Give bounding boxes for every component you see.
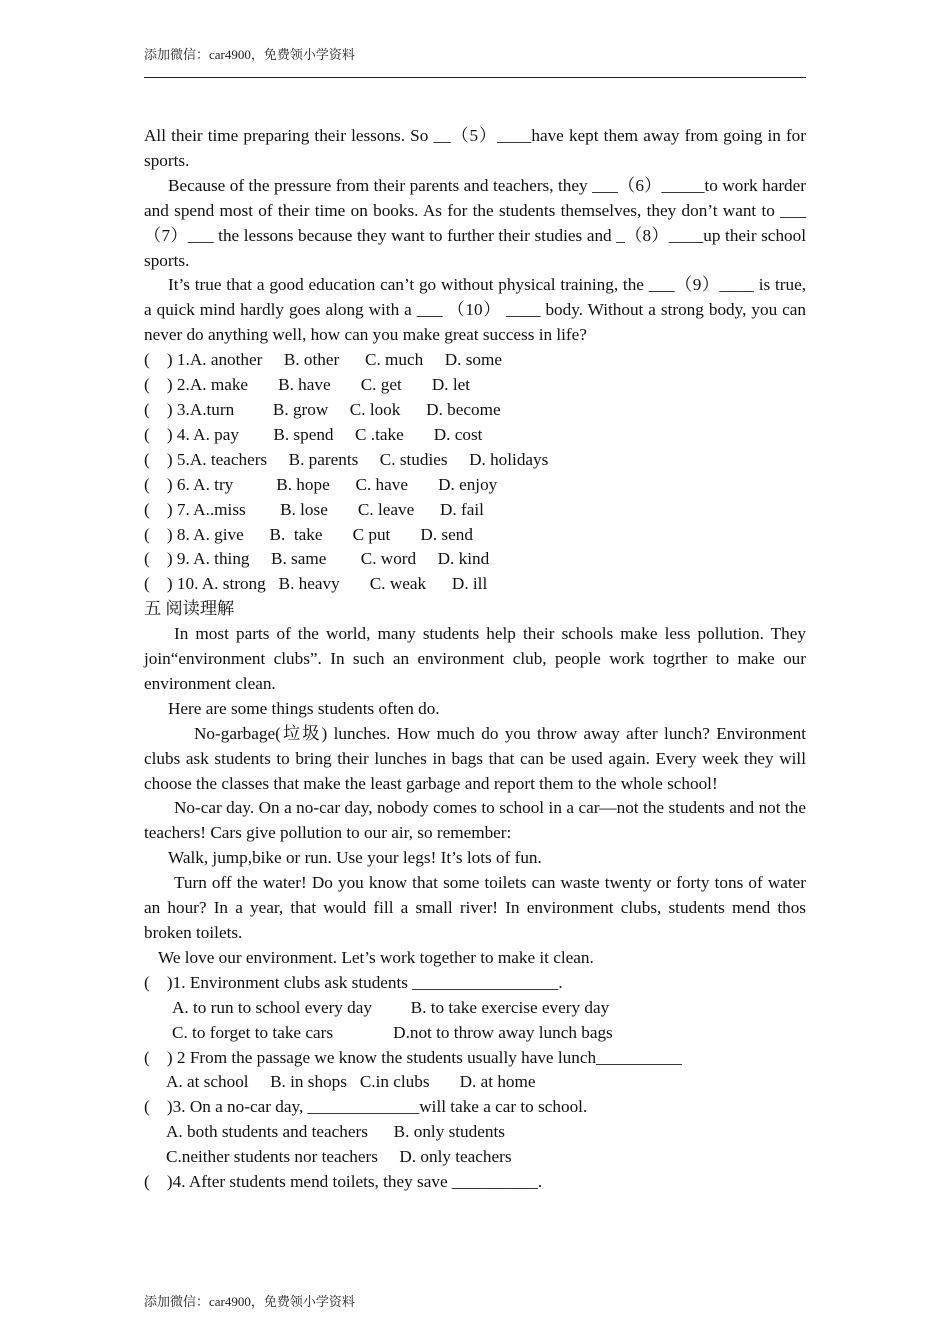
answer-options: A. to run to school every day B. to take exercise every day [172,997,610,1017]
cloze-question: ( ) 5.A. teachers B. parents C. studies D. holidays [144,449,549,469]
reading-paragraph: Turn off the water! Do you know that some toilets can waste twenty or forty tons of water an hour? In a year, that would fill a small river! In environment clubs, students mend thos broken toilets. [144,873,806,942]
section-title: 五 阅读理解 [144,599,235,619]
reading-paragraph: Here are some things students often do. [168,698,440,718]
reading-question: ( )1. Environment clubs ask students _________________. [144,972,563,992]
answer-options: C.neither students nor teachers D. only teachers [166,1147,512,1167]
reading-paragraph: No-car day. On a no-car day, nobody comes to school in a car—not the students and not the teachers! Cars give pollution to our air, so remember: [144,798,806,843]
cloze-question: ( ) 1.A. another B. other C. much D. some [144,350,503,370]
cloze-question: ( ) 4. A. pay B. spend C .take D. cost [144,424,483,444]
cloze-question: ( ) 6. A. try B. hope C. have D. enjoy [144,474,498,494]
reading-question: ( ) 2 From the passage we know the students usually have lunch__________ [144,1047,682,1067]
reading-paragraph: Walk, jump,bike or run. Use your legs! It’s lots of fun. [168,848,542,868]
header-divider [144,77,806,78]
answer-options: A. both students and teachers B. only students [166,1122,505,1142]
answer-options: A. at school B. in shops C.in clubs D. at home [166,1072,536,1092]
reading-paragraph: No-garbage(垃圾) lunches. How much do you throw away after lunch? Environment clubs ask students to bring their lunches in bags that can be used again. Every week they will choose the classes that make the least garbage and report them to the whole school! [144,723,806,793]
cloze-paragraph: All their time preparing their lessons. So __（5）____have kept them away from going in for sports. [144,126,806,170]
cloze-question: ( ) 10. A. strong B. heavy C. weak D. ill [144,574,488,594]
reading-question: ( )4. After students mend toilets, they save __________. [144,1172,543,1192]
reading-question: ( )3. On a no-car day, _____________will take a car to school. [144,1097,588,1117]
cloze-question: ( ) 7. A..miss B. lose C. leave D. fail [144,499,484,519]
page-header-text: 添加微信：car4900，免费领小学资料 [144,47,355,62]
answer-options: C. to forget to take cars D.not to throw away lunch bags [172,1022,613,1042]
cloze-question: ( ) 2.A. make B. have C. get D. let [144,375,471,395]
reading-paragraph: In most parts of the world, many students help their schools make less pollution. They join“environment clubs”. In such an environment club, people work togrther to make our environment clean. [144,624,806,693]
cloze-question: ( ) 8. A. give B. take C put D. send [144,524,473,544]
document-body [144,124,806,1195]
cloze-question: ( ) 9. A. thing B. same C. word D. kind [144,549,490,569]
cloze-question: ( ) 3.A.turn B. grow C. look D. become [144,399,501,419]
cloze-paragraph: It’s true that a good education can’t go without physical training, the ___（9）____ is true, a quick mind hardly goes along with a ___ （10） ____ body. Without a strong body, you can never do anything well, how can you make great success in life? [144,275,806,345]
cloze-paragraph: Because of the pressure from their parents and teachers, they ___（6）_____to work harder and spend most of their time on books. As for the students themselves, they don’t want to ___（7）___ the lessons because they want to further their studies and _（8）____up their school sports. [144,175,806,270]
page-footer-text: 添加微信：car4900，免费领小学资料 [144,1294,355,1309]
reading-paragraph: We love our environment. Let’s work together to make it clean. [158,947,594,967]
